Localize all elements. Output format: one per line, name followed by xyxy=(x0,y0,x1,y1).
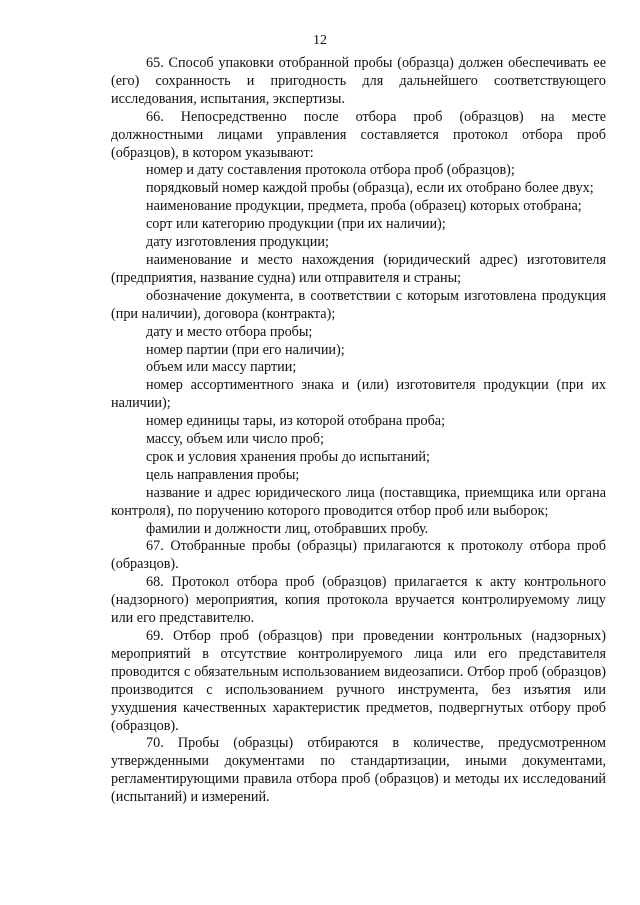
page-number: 12 xyxy=(313,33,327,48)
list-item: массу, объем или число проб; xyxy=(146,431,324,448)
list-item: фамилии и должности лиц, отобравших пробу. xyxy=(146,520,429,537)
list-item: дату и место отбора пробы; xyxy=(146,323,313,340)
paragraph-68: 68. Протокол отбора проб (образцов) прилагается к акту контрольного (надзорного) мероприятия, копия протокола вручается контролируемому лицу или его представителю. xyxy=(111,574,606,627)
list-item: номер партии (при его наличии); xyxy=(146,341,345,358)
paragraph-67: 67. Отобранные пробы (образцы) прилагаются к протоколу отбора проб (образцов). xyxy=(111,538,606,573)
document-body xyxy=(111,55,606,807)
paragraph-69: 69. Отбор проб (образцов) при проведении контрольных (надзорных) мероприятий в отсутствие контролируемого лица или его представителя проводится с обязательным использованием видеозаписи. Отбор проб (образцов) производится с использованием ручного инструмента, без изъятия или ухудшения качественных характеристик предметов, подвергнутых отбору проб (образцов). xyxy=(111,628,606,734)
list-item: объем или массу партии; xyxy=(146,359,297,376)
list-item: наименование продукции, предмета, проба (образец) которых отобрана; xyxy=(146,198,582,215)
list-item: название и адрес юридического лица (поставщика, приемщика или органа контроля), по поручению которого проводится отбор проб или выборок; xyxy=(111,484,606,519)
paragraph-65: 65. Способ упаковки отобранной пробы (образца) должен обеспечивать ее (его) сохранность и пригодность для дальнейшего соответствующего исследования, испытания, экспертизы. xyxy=(111,55,606,107)
list-item: наименование и место нахождения (юридический адрес) изготовителя (предприятия, название судна) или отправителя и страны; xyxy=(111,251,606,286)
paragraph-70: 70. Пробы (образцы) отбираются в количестве, предусмотренном утвержденными документами по стандартизации, иными документами, регламентирующими правила отбора проб (образцов) и методы их исследований (испытаний) и измерений. xyxy=(111,735,606,806)
list-item: номер единицы тары, из которой отобрана проба; xyxy=(146,413,446,430)
list-item: цель направления пробы; xyxy=(146,466,300,483)
list-item: номер и дату составления протокола отбора проб (образцов); xyxy=(146,162,515,179)
paragraph-66: 66. Непосредственно после отбора проб (образцов) на месте должностными лицами управления составляется протокол отбора проб (образцов), в котором указывают: xyxy=(111,108,606,161)
list-item: обозначение документа, в соответствии с которым изготовлена продукция (при наличии), договора (контракта); xyxy=(111,287,606,322)
list-item: сорт или категорию продукции (при их наличии); xyxy=(146,216,446,233)
list-item: дату изготовления продукции; xyxy=(146,234,329,251)
list-item: порядковый номер каждой пробы (образца), если их отобрано более двух; xyxy=(146,180,594,197)
list-item: номер ассортиментного знака и (или) изготовителя продукции (при их наличии); xyxy=(111,377,606,412)
list-item: срок и условия хранения пробы до испытаний; xyxy=(146,448,430,465)
